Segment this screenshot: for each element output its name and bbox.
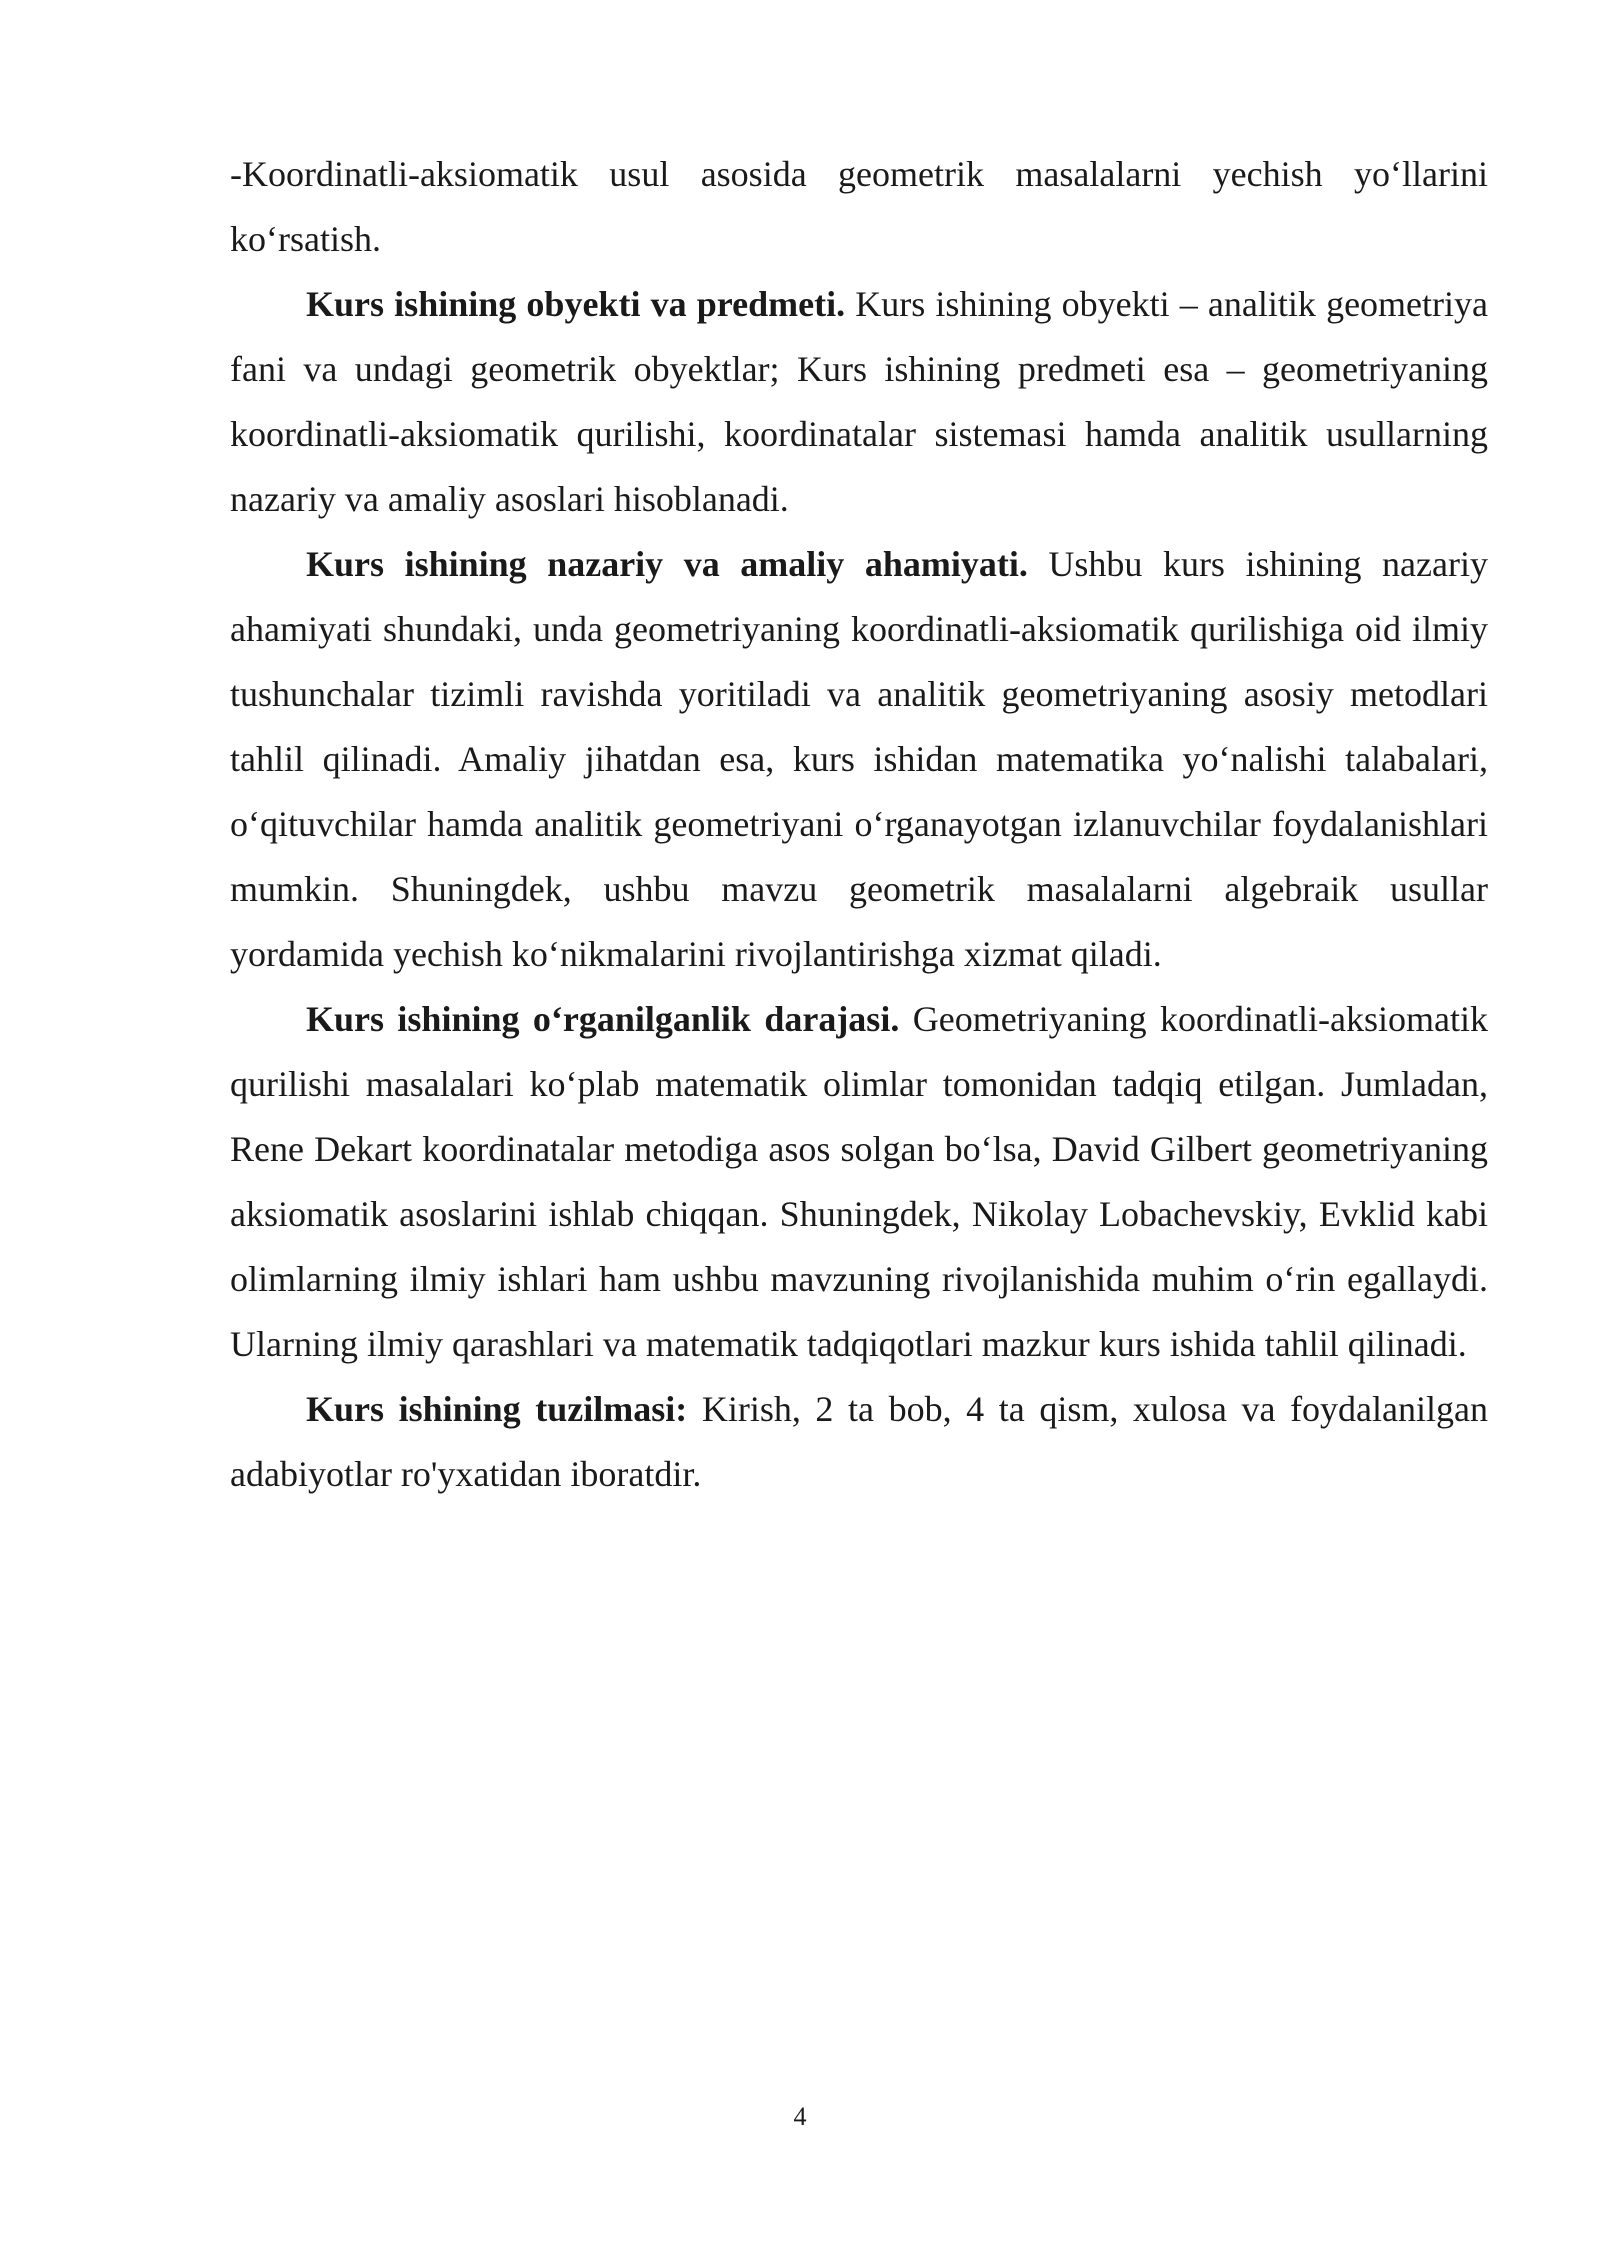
paragraph-text: -Koordinatli-aksiomatik usul asosida geometrik masalalarni yechish yo‘llarini ko‘rsatish. [230,154,1488,259]
paragraph-structure [230,1377,1488,1507]
paragraph-text: Geometriyaning koordinatli-aksiomatik qurilishi masalalari ko‘plab matematik olimlar tomonidan tadqiq etilgan. Jumladan, Rene Dekart koordinatalar metodiga asos solgan bo‘lsa, David Gilbert geometriyaning aksiomatik asoslarini ishlab chiqqan. Shuningdek, Nikolay Lobachevskiy, Evklid kabi olimlarning ilmiy ishlari ham ushbu mavzuning rivojlanishida muhim o‘rin egallaydi. Ularning ilmiy qarashlari va matematik tadqiqotlari mazkur kurs ishida tahlil qilinadi. [230,999,1488,1364]
paragraph-research-level [230,987,1488,1377]
paragraph-heading: Kurs ishining obyekti va predmeti. [306,284,846,324]
paragraph-text: Kurs ishining obyekti – analitik geometriya fani va undagi geometrik obyektlar; Kurs ishining predmeti esa – geometriyaning koordinatli-aksiomatik qurilishi, koordinatalar sistemasi hamda analitik usullarning nazariy va amaliy asoslari hisoblanadi. [230,284,1488,519]
page-body [230,142,1488,1507]
paragraph-heading: Kurs ishining o‘rganilganlik darajasi. [306,999,900,1039]
paragraph-significance [230,532,1488,987]
paragraph-object-subject [230,272,1488,532]
paragraph-text: Ushbu kurs ishining nazariy ahamiyati shundaki, unda geometriyaning koordinatli-aksiomatik qurilishiga oid ilmiy tushunchalar tizimli ravishda yoritiladi va analitik geometriyaning asosiy metodlari tahlil qilinadi. Amaliy jihatdan esa, kurs ishidan matematika yo‘nalishi talabalari, o‘qituvchilar hamda analitik geometriyani o‘rganayotgan izlanuvchilar foydalanishlari mumkin. Shuningdek, ushbu mavzu geometrik masalalarni algebraik usullar yordamida yechish ko‘nikmalarini rivojlantirishga xizmat qiladi. [230,544,1488,974]
page-number: 4 [793,2102,807,2131]
paragraph-heading: Kurs ishining nazariy va amaliy ahamiyati. [306,544,1028,584]
paragraph-goal [230,142,1488,272]
paragraph-text: Kirish, 2 ta bob, 4 ta qism, xulosa va foydalanilgan adabiyotlar ro'yxatidan iboratdir. [230,1389,1488,1494]
paragraph-heading: Kurs ishining tuzilmasi: [306,1389,688,1429]
